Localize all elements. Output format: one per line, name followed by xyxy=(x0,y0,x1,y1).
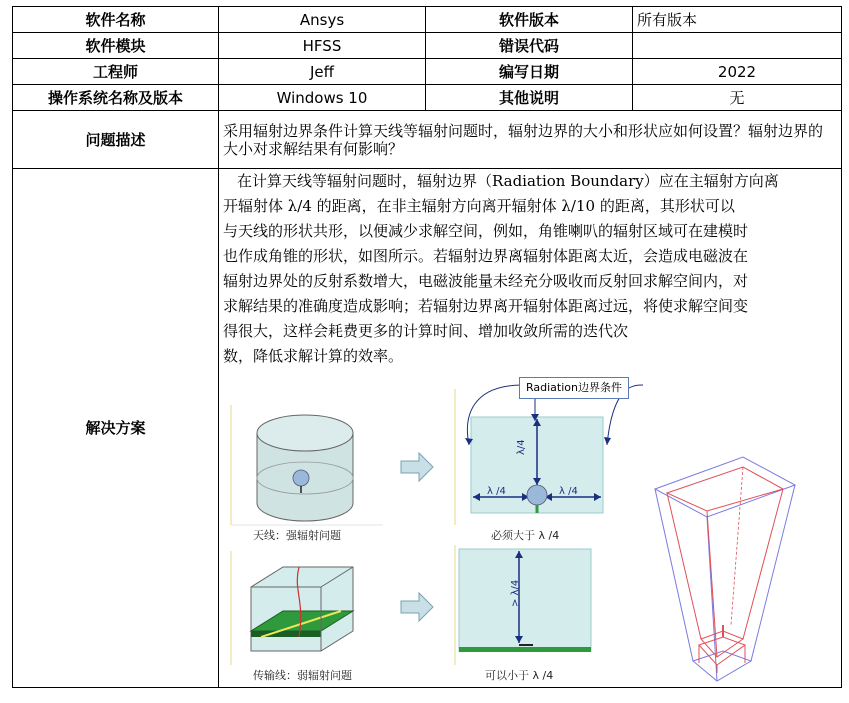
problem-text: 采用辐射边界条件计算天线等辐射问题时，辐射边界的大小和形状应如何设置？辐射边界的大小对求解结果有何影响？ xyxy=(219,111,842,169)
radiation-callout: Radiation边界条件 xyxy=(519,377,629,399)
cross-section-radiation xyxy=(455,385,643,525)
solution-line: 也作成角锥的形状，如图所示。若辐射边界离辐射体距离太近，会造成电磁波在 xyxy=(223,247,749,265)
table-row xyxy=(13,7,842,33)
label-software-version: 软件版本 xyxy=(426,7,633,33)
label-software-name: 软件名称 xyxy=(13,7,219,33)
caption-antenna: 天线：强辐射问题 xyxy=(253,529,341,542)
table-row xyxy=(13,111,842,169)
label-error-code: 错误代码 xyxy=(426,33,633,59)
dim-label-bottom: > λ/4 xyxy=(510,579,521,607)
solution-line: 得很大，这样会耗费更多的计算时间、增加收敛所需的迭代次 xyxy=(223,322,629,340)
value-other: 无 xyxy=(633,85,842,111)
label-solution: 解决方案 xyxy=(13,169,219,688)
arrow-icon xyxy=(401,593,433,621)
dim-label-top: λ/4 xyxy=(516,439,527,455)
value-software-name: Ansys xyxy=(219,7,426,33)
value-date: 2022 xyxy=(633,59,842,85)
caption-transmission: 传输线：弱辐射问题 xyxy=(253,669,352,682)
cylinder-model xyxy=(231,405,383,525)
horn-model xyxy=(655,457,795,681)
solution-line: 辐射边界处的反射系数增大，电磁波能量未经充分吸收而反射回求解空间内，对 xyxy=(223,272,749,290)
value-error-code xyxy=(633,33,842,59)
table-row xyxy=(13,169,842,688)
value-software-module: HFSS xyxy=(219,33,426,59)
label-software-module: 软件模块 xyxy=(13,33,219,59)
label-date: 编写日期 xyxy=(426,59,633,85)
label-other: 其他说明 xyxy=(426,85,633,111)
illustration-figure xyxy=(223,375,833,687)
dim-label-right: λ /4 xyxy=(559,486,578,497)
arrow-icon xyxy=(401,453,433,481)
label-os: 操作系统名称及版本 xyxy=(13,85,219,111)
caption-greater: 必须大于 λ /4 xyxy=(491,529,560,542)
caption-less: 可以小于 λ /4 xyxy=(485,669,554,682)
solution-line: 与天线的形状共形，以便减少求解空间，例如，角锥喇叭的辐射区域可在建模时 xyxy=(223,222,749,240)
box-model xyxy=(231,551,353,665)
solution-cell xyxy=(219,169,842,688)
table-row xyxy=(13,59,842,85)
solution-text xyxy=(223,169,837,369)
solution-line: 开辐射体 λ/4 的距离，在非主辐射方向离开辐射体 λ/10 的距离，其形状可以 xyxy=(223,197,735,215)
table-row xyxy=(13,85,842,111)
label-engineer: 工程师 xyxy=(13,59,219,85)
value-software-version: 所有版本 xyxy=(633,7,842,33)
label-problem: 问题描述 xyxy=(13,111,219,169)
solution-line: 在计算天线等辐射问题时，辐射边界（Radiation Boundary）应在主辐射方向离 xyxy=(237,172,779,190)
dim-label-left: λ /4 xyxy=(487,486,506,497)
table-row xyxy=(13,33,842,59)
solution-line: 数，降低求解计算的效率。 xyxy=(223,347,404,365)
value-engineer: Jeff xyxy=(219,59,426,85)
info-table xyxy=(12,6,842,688)
solution-line: 求解结果的准确度造成影响；若辐射边界离开辐射体距离过远，将使求解空间变 xyxy=(223,297,749,315)
value-os: Windows 10 xyxy=(219,85,426,111)
